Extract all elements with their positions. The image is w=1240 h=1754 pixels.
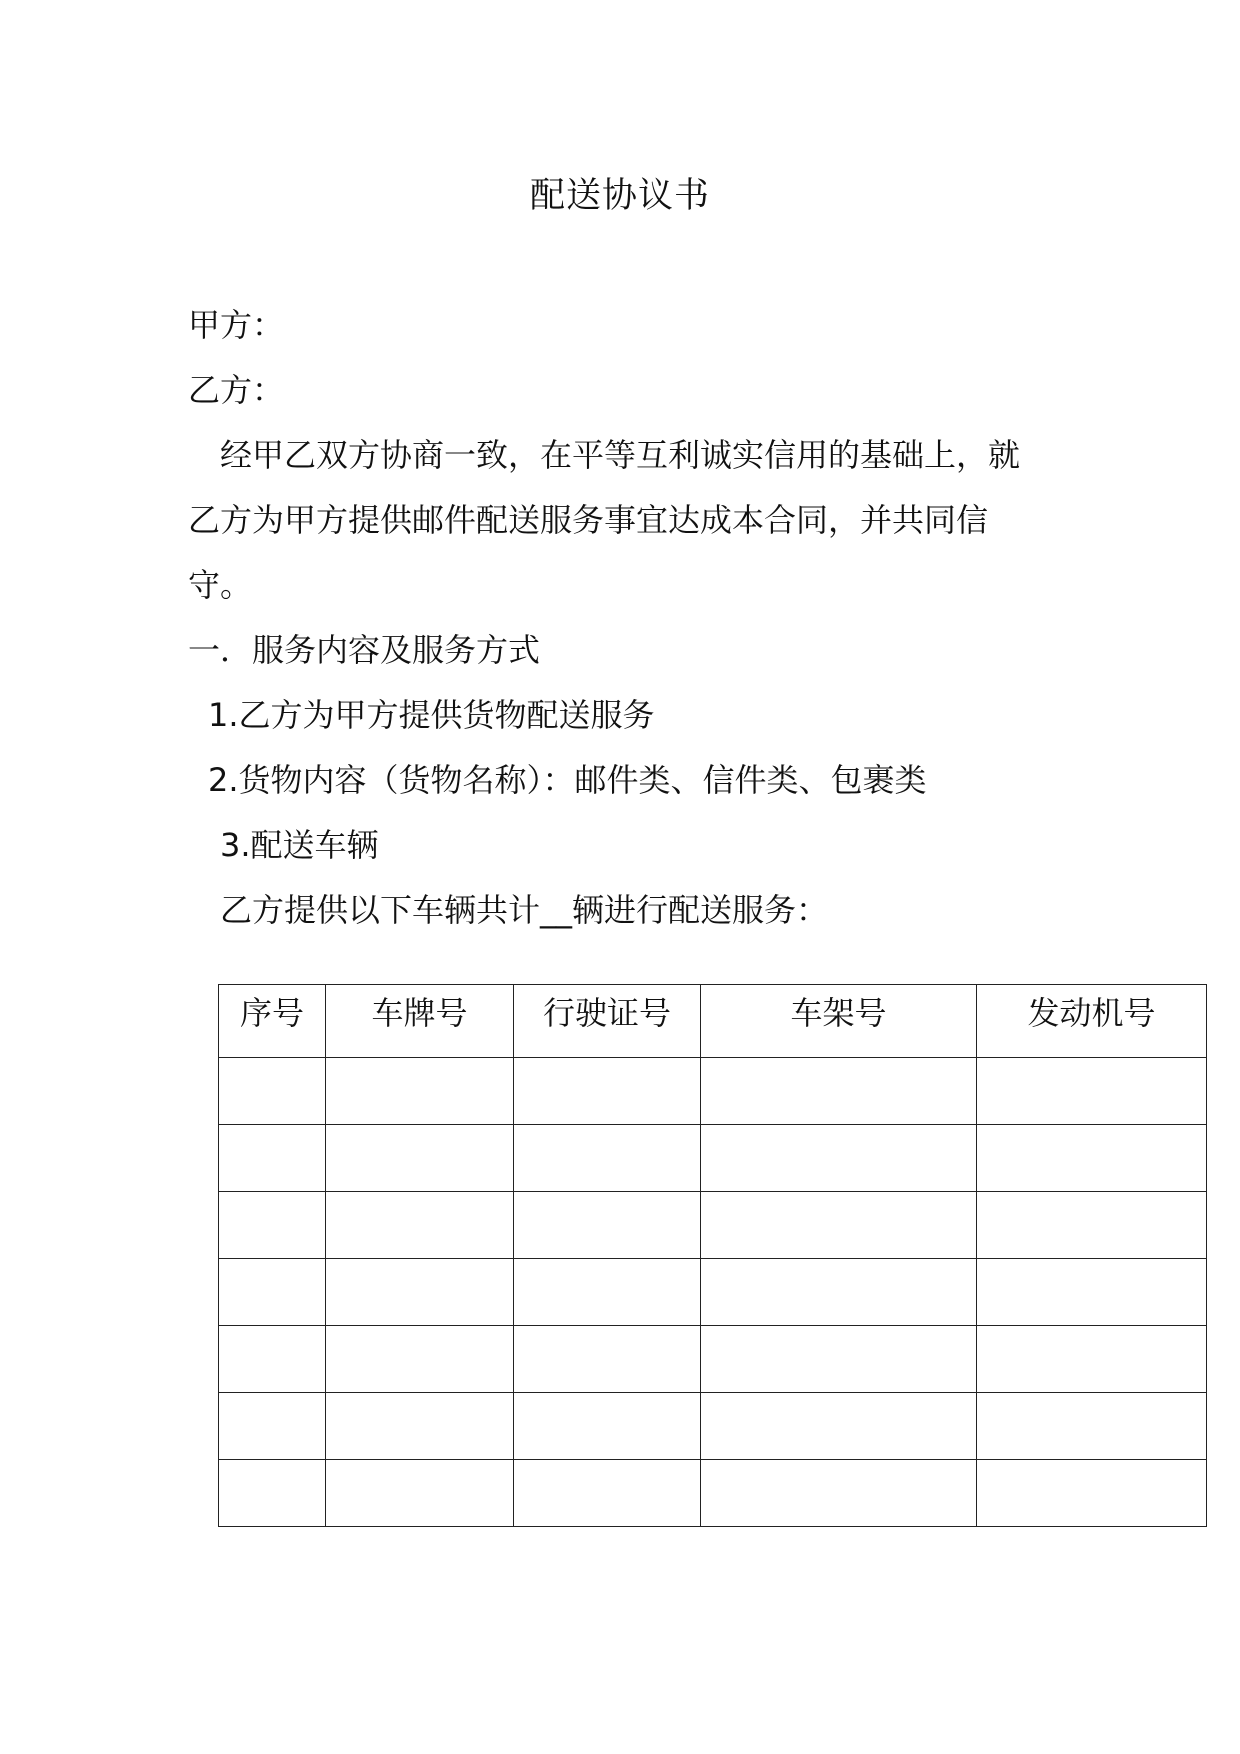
party-b-label: 乙方： xyxy=(188,371,285,409)
header-license-number: 行驶证号 xyxy=(514,985,701,1058)
table-cell xyxy=(326,1259,514,1326)
vehicles-intro: 乙方提供以下车辆共计__辆进行配送服务： xyxy=(220,891,829,929)
table-header-row xyxy=(219,985,1207,1058)
table-row xyxy=(219,1058,1207,1125)
table-cell xyxy=(326,1326,514,1393)
table-cell xyxy=(219,1326,326,1393)
table-cell xyxy=(701,1058,977,1125)
table-cell xyxy=(219,1192,326,1259)
section-heading: 一．服务内容及服务方式 xyxy=(188,631,541,669)
table-cell xyxy=(326,1460,514,1527)
table-cell xyxy=(219,1259,326,1326)
table-cell xyxy=(514,1326,701,1393)
table-cell xyxy=(701,1125,977,1192)
header-engine-number: 发动机号 xyxy=(977,985,1207,1058)
document-title: 配送协议书 xyxy=(529,176,710,216)
table-cell xyxy=(977,1259,1207,1326)
service-item-3: 3.配送车辆 xyxy=(220,826,379,864)
table-cell xyxy=(219,1393,326,1460)
table-cell xyxy=(326,1192,514,1259)
service-item-1: 1.乙方为甲方提供货物配送服务 xyxy=(208,696,655,734)
table-cell xyxy=(701,1393,977,1460)
intro-paragraph-line-2: 乙方为甲方提供邮件配送服务事宜达成本合同，并共同信 xyxy=(188,501,989,539)
table-cell xyxy=(977,1393,1207,1460)
table-cell xyxy=(977,1192,1207,1259)
table-cell xyxy=(514,1259,701,1326)
table-cell xyxy=(514,1393,701,1460)
table-cell xyxy=(219,1125,326,1192)
table-cell xyxy=(977,1326,1207,1393)
table-cell xyxy=(514,1058,701,1125)
table-cell xyxy=(219,1058,326,1125)
table-cell xyxy=(514,1192,701,1259)
header-frame-number: 车架号 xyxy=(701,985,977,1058)
intro-paragraph-line-1: 经甲乙双方协商一致，在平等互利诚实信用的基础上，就 xyxy=(220,436,1021,474)
table-cell xyxy=(701,1259,977,1326)
vehicle-table xyxy=(218,984,1207,1527)
table-row xyxy=(219,1460,1207,1527)
table-cell xyxy=(514,1125,701,1192)
table-row xyxy=(219,1192,1207,1259)
table-cell xyxy=(701,1326,977,1393)
table-row xyxy=(219,1393,1207,1460)
table-cell xyxy=(701,1192,977,1259)
service-item-2: 2.货物内容（货物名称）：邮件类、信件类、包裹类 xyxy=(208,761,927,799)
header-plate-number: 车牌号 xyxy=(326,985,514,1058)
table-cell xyxy=(977,1460,1207,1527)
party-a-label: 甲方： xyxy=(188,306,285,344)
header-index: 序号 xyxy=(219,985,326,1058)
intro-paragraph-line-3: 守。 xyxy=(188,566,253,604)
table-cell xyxy=(326,1125,514,1192)
table-cell xyxy=(514,1460,701,1527)
table-cell xyxy=(977,1125,1207,1192)
table-cell xyxy=(219,1460,326,1527)
table-cell xyxy=(701,1460,977,1527)
table-cell xyxy=(977,1058,1207,1125)
table-row xyxy=(219,1125,1207,1192)
table-row xyxy=(219,1259,1207,1326)
table-row xyxy=(219,1326,1207,1393)
table-cell xyxy=(326,1393,514,1460)
table-cell xyxy=(326,1058,514,1125)
